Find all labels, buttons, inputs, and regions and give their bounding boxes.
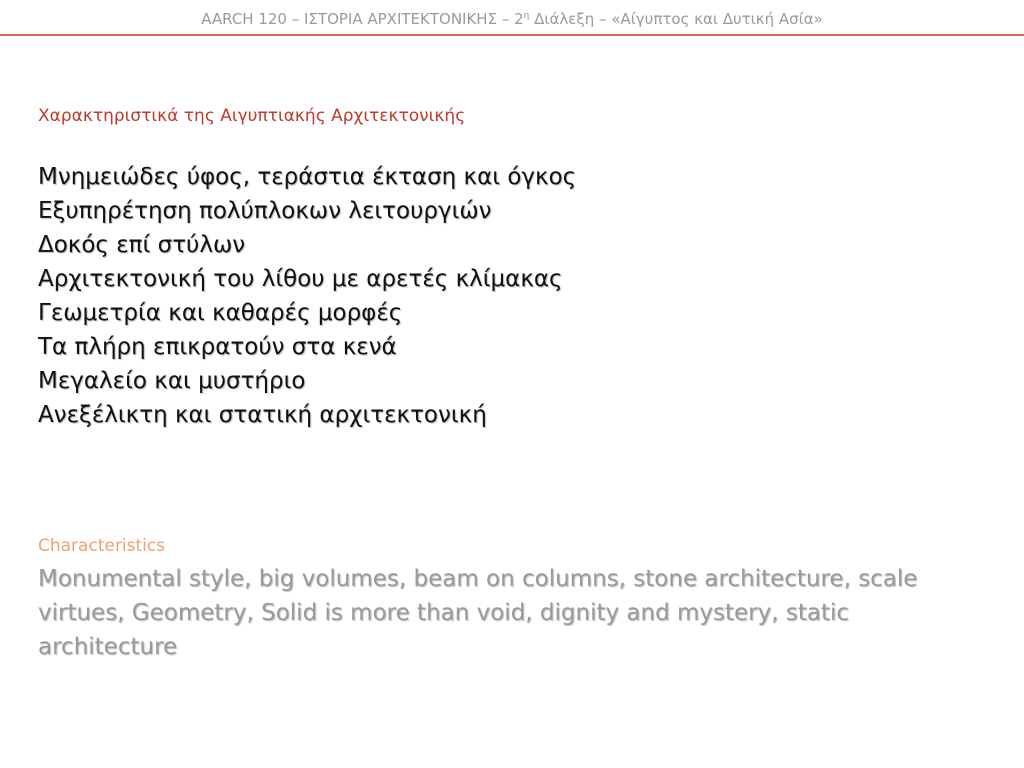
greek-section-heading: Χαρακτηριστικά της Αιγυπτιακής Αρχιτεκτονικής bbox=[38, 106, 466, 126]
list-item: Μνημειώδες ύφος, τεράστια έκταση και όγκος bbox=[38, 164, 577, 190]
list-item: Τα πλήρη επικρατούν στα κενά bbox=[38, 334, 397, 360]
list-item: Ανεξέλικτη και στατική αρχιτεκτονική bbox=[38, 402, 487, 428]
english-characteristics-text: Monumental style, big volumes, beam on columns, stone architecture, scale virtues, Geometry, Solid is more than void, dignity and mystery, static architecture bbox=[38, 566, 918, 660]
header-title-rest: Διάλεξη – «Αίγυπτος και Δυτική Ασία» bbox=[529, 10, 823, 28]
header-title-superscript: η bbox=[523, 11, 530, 21]
list-item: Γεωμετρία και καθαρές μορφές bbox=[38, 300, 403, 326]
header-title-main: AARCH 120 – ΙΣΤΟΡΙΑ ΑΡΧΙΤΕΚΤΟΝΙΚΗΣ – 2 bbox=[201, 10, 524, 28]
list-item: Αρχιτεκτονική του λίθου με αρετές κλίμακας bbox=[38, 266, 563, 292]
list-item: Μεγαλείο και μυστήριο bbox=[38, 368, 306, 394]
list-item: Δοκός επί στύλων bbox=[38, 232, 246, 258]
slide-header bbox=[0, 0, 1024, 36]
list-item: Εξυπηρέτηση πολύπλοκων λειτουργιών bbox=[38, 198, 492, 224]
english-section-heading: Characteristics bbox=[38, 536, 166, 556]
header-title bbox=[40, 10, 984, 28]
greek-characteristics-list bbox=[38, 160, 576, 432]
